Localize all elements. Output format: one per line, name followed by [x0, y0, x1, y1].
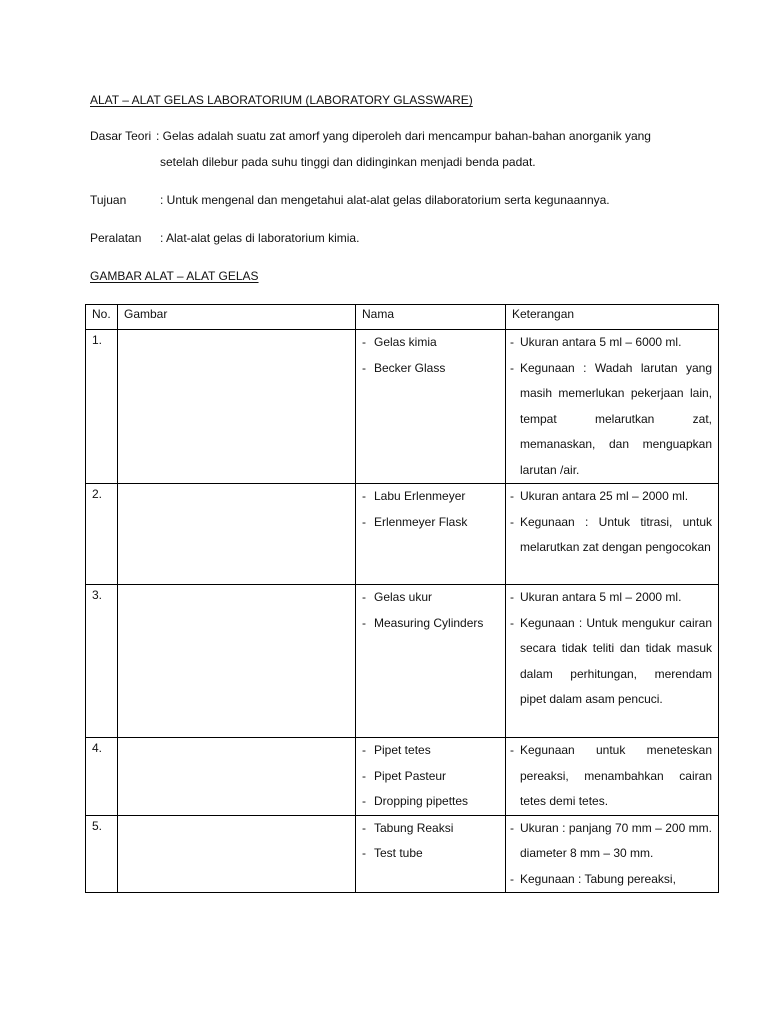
glassware-table — [85, 304, 719, 893]
table-row — [86, 738, 719, 816]
keterangan-item: - Kegunaan : Untuk mengukur cairan secara tidak teliti dan tidak masuk dalam perhitungan, merendam pipet dalam asam pencuci. — [520, 611, 712, 713]
header-no: No. — [86, 305, 118, 330]
cell-gambar-empty — [118, 330, 356, 484]
cell-no: 3. — [86, 585, 118, 738]
table-row — [86, 585, 719, 738]
cell-nama — [356, 815, 506, 893]
dasar-teori-text: : Gelas adalah suatu zat amorf yang diperoleh dari mencampur bahan-bahan anorganik yang — [156, 129, 651, 143]
cell-nama — [356, 330, 506, 484]
section-title: GAMBAR ALAT – ALAT GELAS — [90, 269, 259, 283]
cell-no: 1. — [86, 330, 118, 484]
cell-nama — [356, 738, 506, 816]
cell-nama — [356, 484, 506, 585]
cell-keterangan — [506, 585, 719, 738]
keterangan-item: - Kegunaan : Wadah larutan yang masih memerlukan pekerjaan lain, tempat melarutkan zat, memanaskan, dan menguapkan larutan /air. — [520, 356, 712, 484]
cell-no: 4. — [86, 738, 118, 816]
header-keterangan: Keterangan — [506, 305, 719, 330]
keterangan-item: - Kegunaan : Untuk titrasi, untuk melarutkan zat dengan pengocokan — [520, 510, 712, 561]
nama-item: - Dropping pipettes — [356, 789, 505, 815]
cell-gambar-empty — [118, 815, 356, 893]
table-row — [86, 484, 719, 585]
document-title: ALAT – ALAT GELAS LABORATORIUM (LABORATORY GLASSWARE) — [90, 93, 473, 107]
table-row — [86, 815, 719, 893]
tujuan-label: Tujuan — [90, 193, 127, 207]
header-nama: Nama — [356, 305, 506, 330]
nama-item: - Gelas ukur — [356, 585, 505, 611]
keterangan-item: - Kegunaan : Tabung pereaksi, — [520, 867, 712, 893]
cell-keterangan — [506, 738, 719, 816]
cell-no: 5. — [86, 815, 118, 893]
table-row — [86, 330, 719, 484]
nama-item: - Test tube — [356, 841, 505, 867]
nama-item: - Pipet tetes — [356, 738, 505, 764]
cell-keterangan — [506, 484, 719, 585]
keterangan-item: - Ukuran : panjang 70 mm – 200 mm. diameter 8 mm – 30 mm. — [520, 816, 712, 867]
nama-item: - Pipet Pasteur — [356, 764, 505, 790]
dasar-teori-label: Dasar Teori — [90, 129, 152, 143]
nama-item: - Tabung Reaksi — [356, 816, 505, 842]
keterangan-item: - Kegunaan untuk meneteskan pereaksi, menambahkan cairan tetes demi tetes. — [520, 738, 712, 815]
cell-gambar-empty — [118, 585, 356, 738]
header-gambar: Gambar — [118, 305, 356, 330]
keterangan-item: - Ukuran antara 5 ml – 2000 ml. — [520, 585, 712, 611]
cell-keterangan — [506, 815, 719, 893]
keterangan-item: - Ukuran antara 5 ml – 6000 ml. — [520, 330, 712, 356]
keterangan-item: - Ukuran antara 25 ml – 2000 ml. — [520, 484, 712, 510]
nama-item: - Measuring Cylinders — [356, 611, 505, 637]
dasar-teori-text-continued: setelah dilebur pada suhu tinggi dan didinginkan menjadi benda padat. — [160, 155, 536, 169]
nama-item: - Gelas kimia — [356, 330, 505, 356]
table-header-row — [86, 305, 719, 330]
cell-gambar-empty — [118, 484, 356, 585]
nama-item: - Erlenmeyer Flask — [356, 510, 505, 536]
cell-keterangan — [506, 330, 719, 484]
peralatan-text: : Alat-alat gelas di laboratorium kimia. — [160, 231, 360, 245]
peralatan-label: Peralatan — [90, 231, 142, 245]
cell-no: 2. — [86, 484, 118, 585]
cell-nama — [356, 585, 506, 738]
nama-item: - Becker Glass — [356, 356, 505, 382]
tujuan-text: : Untuk mengenal dan mengetahui alat-alat gelas dilaboratorium serta kegunaannya. — [160, 193, 610, 207]
cell-gambar-empty — [118, 738, 356, 816]
nama-item: - Labu Erlenmeyer — [356, 484, 505, 510]
